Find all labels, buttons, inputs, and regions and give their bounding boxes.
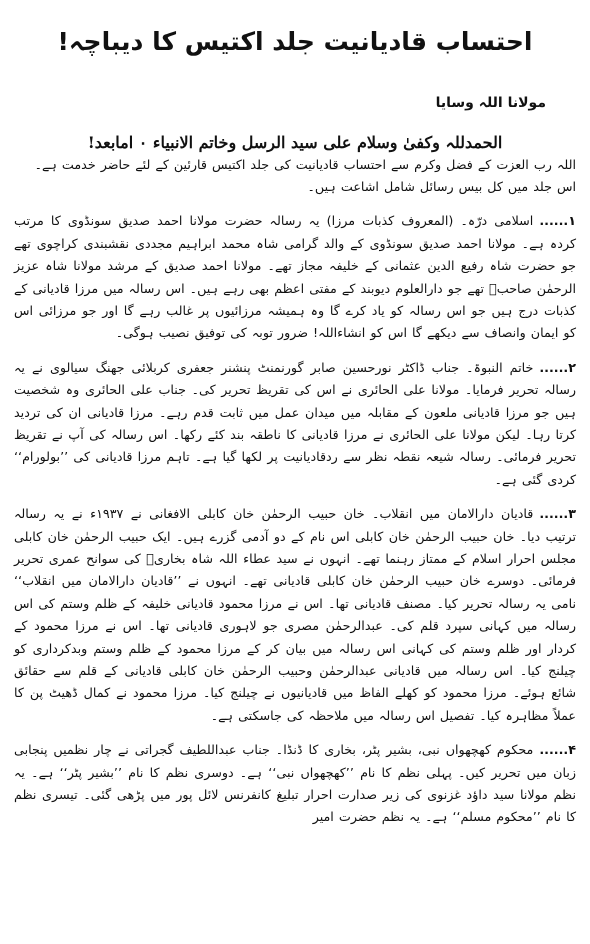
section-paragraph [14, 503, 576, 727]
section-text: خاتم النبوۃ۔ جناب ڈاکٹر نورحسین صابر گورنمنٹ پنشنر جعفری کربلائی جھنگ سیالوی نے یہ رسالہ تحریر فرمایا۔ مولانا علی الحائری نے اس کی تقریظ تحریر کی۔ جناب علی الحائری وہ شخصیت ہیں جو مرزا قادیانی ملعون کے مقابلہ میں میدان عمل میں ثابت قدم رہے۔ مرزا قادیانی ان کی تردید کرتا رہا۔ لیکن مولانا علی الحائری نے مرزا قادیانی کا ناطقہ بند کئے رکھا۔ اس رسالہ کی آپ نے تقریظ تحریر فرمائی۔ رسالہ شیعہ نقطہ نظر سے ردقادیانیت پر لکھا گیا ہے۔ تاہم مرزا قادیانی کی ’’بولورام‘‘ کردی گئی ہے۔ [14, 359, 576, 487]
section-text: قادیان دارالامان میں انقلاب۔ خان حبیب الرحمٰن خان کابلی الافغانی نے ۱۹۳۷ء نے یہ رسالہ ترتیب دیا۔ خان حبیب الرحمٰن خان کابلی اس نام کے دو آدمی گزرے ہیں۔ ایک حبیب الرحمٰن خان کابلی مجلس احرار اسلام کے ممتاز رہنما تھے۔ انہوں نے سید عطاء اللہ شاہ بخاریؒ کی سوانح عمری تحریر فرمائی۔ دوسرے خان حبیب الرحمٰن خان کابلی قادیانی تھے۔ انہوں نے ’’قادیان دارالامان میں انقلاب‘‘ نامی یہ رسالہ تحریر کیا۔ مصنف قادیانی تھا۔ اس نے مرزا محمود قادیانی خلیفہ کے ظلم وستم کی اس رسالہ میں کہانی سپرد قلم کی۔ عبدالرحمٰن مصری جو لاہوری قادیانی تھا۔ اس نے مرزا محمود کے کردار اور ظلم وستم کی کہانی اس رسالہ میں بیان کر کے مرزا محمود کے ظلم وستم وبدکرداری کو چیلنج کیا۔ اس رسالہ میں قادیانی عبدالرحمٰن وحبیب الرحمٰن خان کابلی قادیانی کے قلم سے حقائق شائع ہوئے۔ مرزا محمود کو کھلے الفاظ میں قادیانیوں نے چیلنج کیا۔ مرزا محمود نے کمال ڈھیٹ پن کا عملاً مظاہرہ کیا۔ تفصیل اس رسالہ میں ملاحظہ کی جاسکتی ہے۔ [14, 506, 576, 723]
section-number: ۲...... [539, 359, 576, 375]
section-number: ۴...... [539, 742, 576, 758]
section-paragraph [14, 357, 576, 491]
greeting-line: الحمدللہ وکفیٰ وسلام علی سید الرسل وخاتم الانبیاء ۰ امابعد! [87, 132, 503, 152]
section-paragraph [14, 739, 576, 829]
section-number: ۱...... [539, 213, 576, 229]
intro-paragraph: اس جلد میں کل بیس رسائل شامل اشاعت ہیں۔ [307, 178, 576, 194]
section-text: محکوم کھچھواں نبی، بشیر پٹر، بخاری کا ڈنڈا۔ جناب عبداللطیف گجراتی نے چار نظمیں پنجابی زبان میں تحریر کیں۔ پہلی نظم کا نام ’’کھچھواں نبی‘‘ ہے۔ دوسری نظم کا نام ’’بشیر پٹر‘‘ ہے۔ یہ نظم مولانا سید داؤد غزنوی کی زیر صدارت احرار تبلیغ کانفرنس لائل پور میں پڑھی گئی۔ تیسری نظم کا نام ’’محکوم مسلم‘‘ ہے۔ یہ نظم حضرت امیر [14, 742, 576, 825]
author-name: مولانا اللہ وسایا [435, 94, 546, 111]
section-number: ۳...... [539, 506, 576, 522]
page-title: احتساب قادیانیت جلد اکتیس کا دیباچہ! [57, 27, 533, 56]
intro-paragraph: اللہ رب العزت کے فضل وکرم سے احتساب قادیانیت کی جلد اکتیس قارئین کے لئے حاضر خدمت ہے۔ [34, 156, 576, 172]
section-paragraph [14, 210, 576, 344]
section-text: اسلامی درّہ۔ (المعروف کذبات مرزا) یہ رسالہ حضرت مولانا احمد صدیق سونڈوی کا مرتب کردہ ہے۔ مولانا احمد صدیق سونڈوی کے والد گرامی شاہ محمد ابراہیم مجددی نقشبندی کراچوی تھے جو حضرت شاہ رفیع الدین عثمانی کے خلیفہ مجاز تھے۔ مولانا احمد صدیق کے مرشد مولانا شاہ عزیز الرحمٰن صاحبؒ تھے جو دارالعلوم دیوبند کے مفتی اعظم بھی رہے ہیں۔ اس رسالہ میں مرزا قادیانی کے کذبات درج ہیں جو اس رسالہ کو یاد کرے گا وہ ہمیشہ مرزائیوں پر غالب رہے گا اور جو مرزائی اس کو ایمان وانصاف سے دیکھے گا اس کو انشاءاللہ! ضرور توبہ کی توفیق نصیب ہوگی۔ [14, 213, 576, 341]
